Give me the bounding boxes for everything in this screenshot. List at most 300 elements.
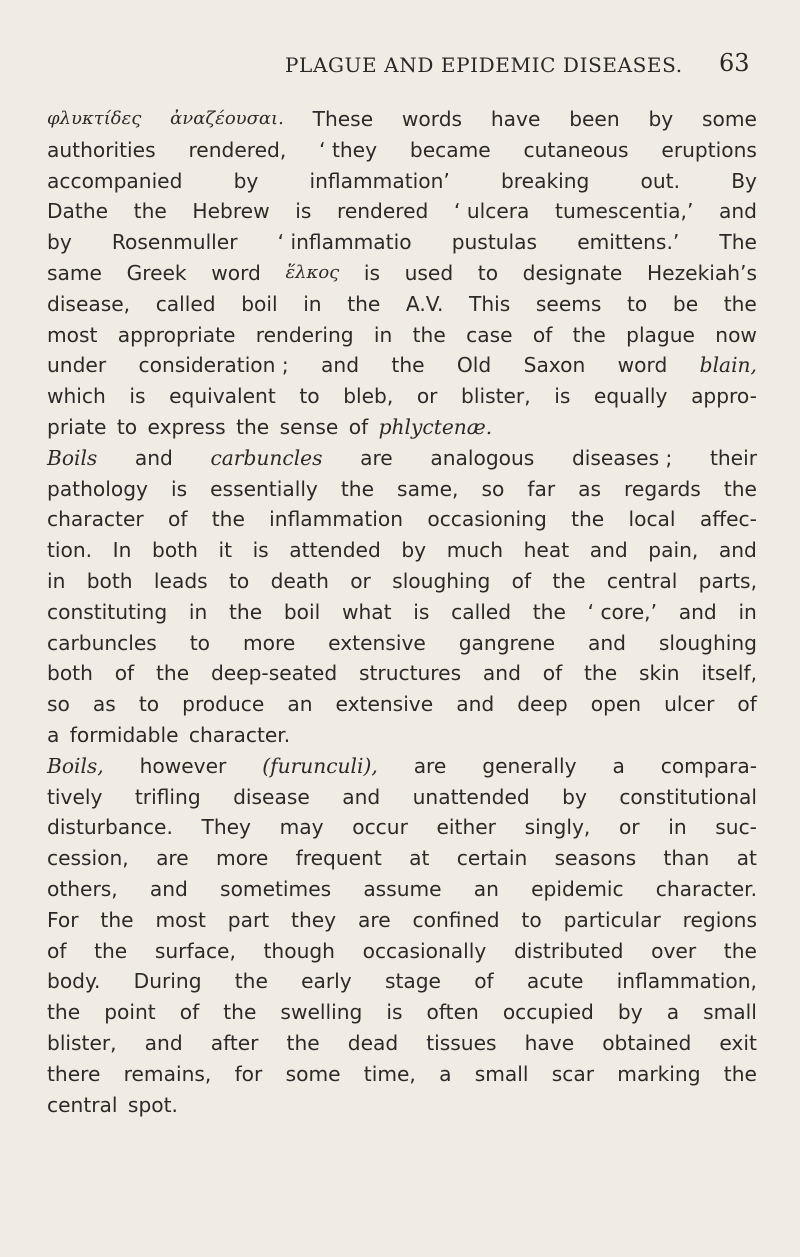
word: inflammation’ [309, 168, 450, 193]
word: words [401, 107, 463, 131]
word: exit [719, 1030, 757, 1055]
word: particular [563, 907, 661, 932]
word: cutaneous [523, 137, 629, 162]
word: in [668, 815, 687, 840]
word: central spot. [47, 1092, 178, 1117]
word: inflammation, [616, 969, 757, 994]
word: open [590, 692, 642, 717]
word: and [587, 630, 626, 655]
word: and [482, 661, 521, 686]
text-line [47, 381, 757, 412]
word: so [481, 476, 505, 501]
word: tissues [426, 1030, 497, 1055]
word: as [578, 476, 602, 501]
word: seems [535, 291, 602, 316]
word: carbuncles [47, 630, 157, 655]
word: by [233, 168, 259, 193]
word: character. [655, 876, 757, 901]
text-line [47, 628, 757, 659]
word: of [474, 969, 494, 994]
word: the [412, 322, 446, 347]
word: now [715, 322, 757, 347]
word: eruptions [661, 137, 757, 162]
body-text [47, 104, 757, 1120]
word: Hebrew [192, 199, 270, 224]
word: the [223, 1000, 257, 1025]
word: part [227, 907, 270, 932]
word: a formidable character. [47, 722, 291, 747]
word: heat [523, 538, 570, 563]
word: by [47, 230, 72, 255]
word: been [569, 107, 620, 131]
word: tion. [47, 538, 93, 563]
word: than [663, 846, 710, 871]
word: and [321, 353, 360, 378]
word: at [736, 846, 757, 871]
word: same [47, 260, 102, 285]
word: under [47, 353, 107, 378]
word: same, [397, 476, 459, 501]
word: sloughing [658, 630, 757, 655]
word: bleb, [343, 384, 394, 409]
word: is [252, 538, 269, 563]
word: became [409, 137, 491, 162]
word: deep-seated [210, 661, 338, 686]
text-line [47, 504, 757, 535]
text-line [47, 689, 757, 720]
word: stage [384, 969, 441, 994]
word: accompanied [47, 168, 183, 193]
word: central [606, 568, 678, 593]
word: trifling [134, 784, 201, 809]
word: leads [153, 568, 208, 593]
text-line [47, 535, 757, 566]
word: ‘ core,’ [587, 599, 658, 624]
word: some [285, 1061, 341, 1086]
word: regions [682, 907, 757, 932]
word: unattended [412, 784, 530, 809]
text-line [47, 874, 757, 905]
text-line [47, 597, 757, 628]
page-header [0, 49, 800, 85]
word: both [152, 538, 198, 563]
word: they [291, 907, 337, 932]
word: dead [347, 1030, 399, 1055]
text-line [47, 289, 757, 320]
word: which [47, 384, 106, 409]
word: disease, [47, 291, 131, 316]
word: body. [47, 969, 101, 994]
word: confined [412, 907, 500, 932]
word: most [47, 322, 98, 347]
word: Dathe [47, 199, 109, 224]
word: is [170, 476, 188, 501]
text-line [47, 966, 757, 997]
word: far [527, 476, 556, 501]
word: a [439, 1061, 452, 1086]
word: pathology [47, 476, 148, 501]
word: priate to express the sense of [47, 414, 369, 439]
word: occasioning [427, 507, 547, 532]
word: blister, [47, 1030, 117, 1055]
word: the [532, 599, 566, 624]
word: of [532, 322, 553, 347]
word: most [155, 907, 206, 932]
word: the [228, 599, 263, 624]
text-line [47, 566, 757, 597]
word: appropriate [117, 322, 236, 347]
word: epidemic [531, 876, 624, 901]
word: They [201, 815, 251, 840]
word: out. [640, 168, 681, 193]
word: of [737, 692, 757, 717]
word: of [511, 568, 532, 593]
word: occasionally [362, 938, 487, 963]
word: an [473, 876, 499, 901]
word: either [436, 815, 496, 840]
word: the [347, 291, 381, 316]
word: the [94, 938, 128, 963]
word: A.V. [405, 291, 444, 316]
word: have [490, 107, 541, 131]
word: deep [517, 692, 568, 717]
word: remains, [123, 1061, 212, 1086]
word: what [341, 599, 392, 624]
text-line [47, 196, 757, 227]
word: so [47, 692, 70, 717]
word: Rosenmuller [111, 230, 238, 255]
word: to [299, 384, 320, 409]
word: for [234, 1061, 263, 1086]
word: The [719, 230, 757, 255]
word: the [723, 938, 757, 963]
word: designate [522, 260, 623, 285]
word: a [666, 1000, 680, 1025]
word: and [456, 692, 495, 717]
word: equivalent [169, 384, 276, 409]
word: constitutional [619, 784, 757, 809]
word: in [738, 599, 757, 624]
word: a [612, 753, 625, 778]
word: frequent [295, 846, 382, 871]
word: in [303, 291, 322, 316]
word: and [678, 599, 717, 624]
word: by [617, 1000, 643, 1025]
word: plague [626, 322, 695, 347]
word: φλυκτίδες [47, 108, 142, 129]
word: blister, [461, 384, 531, 409]
word: by [401, 538, 427, 563]
word: ἕλκος [285, 261, 340, 283]
word: Saxon [523, 353, 586, 378]
word: During [133, 969, 202, 994]
word: occupied [502, 1000, 594, 1025]
word: scar [551, 1061, 595, 1086]
word: time, [363, 1061, 416, 1086]
word: Boils [47, 445, 98, 470]
word: in [47, 568, 66, 593]
word: cession, [47, 846, 129, 871]
word: constituting [47, 599, 168, 624]
word: breaking [500, 168, 590, 193]
word: For [47, 907, 79, 932]
word: it [218, 538, 232, 563]
text-line [47, 350, 757, 381]
word: more [242, 630, 296, 655]
word: the [211, 507, 245, 532]
word: to [228, 568, 250, 593]
word: marking [617, 1061, 701, 1086]
word: attended [289, 538, 381, 563]
word: small [703, 1000, 757, 1025]
word: Boils, [47, 753, 104, 778]
word: diseases ; [571, 445, 673, 470]
word: in [188, 599, 208, 624]
word: by [562, 784, 587, 809]
word: ἀναζέουσαι. [170, 108, 284, 129]
word: others, [47, 876, 118, 901]
word: the [571, 507, 605, 532]
word: the [391, 353, 425, 378]
word: is [386, 1000, 403, 1025]
word: by [648, 107, 674, 131]
word: seasons [554, 846, 637, 871]
word: disturbance. [47, 815, 173, 840]
word: This [469, 291, 511, 316]
word: of [47, 938, 67, 963]
word: to [627, 291, 648, 316]
word: occur [352, 815, 408, 840]
word: their [709, 445, 757, 470]
word: the [234, 969, 268, 994]
text-line [47, 320, 757, 351]
word: ‘ ulcera [453, 199, 530, 224]
word: and [134, 445, 173, 470]
text-line [47, 474, 757, 505]
word: Old [456, 353, 492, 378]
word: the [133, 199, 167, 224]
word: to [138, 692, 160, 717]
word: structures [358, 661, 462, 686]
text-line [47, 412, 757, 443]
word: is [363, 260, 381, 285]
word: rendered, [188, 137, 287, 162]
word: suc- [715, 815, 757, 840]
word: and [718, 538, 757, 563]
word: in [373, 322, 393, 347]
text-line [47, 1090, 757, 1121]
word: compara- [660, 753, 757, 778]
word: death [270, 568, 329, 593]
word: are [358, 907, 391, 932]
word: swelling [280, 1000, 363, 1025]
text-line [47, 658, 757, 689]
word: pustulas [451, 230, 538, 255]
word: (furunculi), [262, 753, 378, 778]
page-number: 63 [719, 49, 750, 77]
word: appro- [691, 384, 757, 409]
text-line [47, 997, 757, 1028]
word: boil [283, 599, 321, 624]
word: and [149, 876, 188, 901]
word: rendering [255, 322, 354, 347]
word: much [446, 538, 504, 563]
word: analogous [430, 445, 535, 470]
word: case [466, 322, 513, 347]
word: to [189, 630, 211, 655]
text-line [47, 812, 757, 843]
word: are [360, 445, 393, 470]
word: word [211, 260, 261, 285]
word: equally [593, 384, 668, 409]
word: surface, [154, 938, 236, 963]
word: is [413, 599, 430, 624]
word: extensive [335, 692, 434, 717]
word: local [628, 507, 676, 532]
word: pain, [648, 538, 699, 563]
word: phlyctenæ. [378, 414, 493, 439]
word: extensive [328, 630, 426, 655]
word: of [542, 661, 563, 686]
word: generally [482, 753, 577, 778]
word: to [477, 260, 499, 285]
word: obtained [602, 1030, 692, 1055]
word: however [139, 753, 227, 778]
word: is [554, 384, 571, 409]
word: the [100, 907, 134, 932]
word: essentially [210, 476, 318, 501]
word: ‘ they [319, 137, 378, 162]
word: some [702, 107, 757, 131]
word: parts, [698, 568, 757, 593]
word: disease [233, 784, 310, 809]
word: have [524, 1030, 575, 1055]
word: or [350, 568, 371, 593]
word: to [521, 907, 542, 932]
word: skin [638, 661, 680, 686]
word: of [179, 1000, 200, 1025]
word: called [155, 291, 216, 316]
text-line [47, 104, 757, 135]
text-line [47, 443, 757, 474]
word: certain [456, 846, 528, 871]
word: inflammation [269, 507, 404, 532]
word: though [263, 938, 335, 963]
word: the [723, 291, 757, 316]
word: there [47, 1061, 101, 1086]
word: the [723, 1061, 757, 1086]
word: at [409, 846, 430, 871]
word: and [144, 1030, 183, 1055]
running-title: PLAGUE AND EPIDEMIC DISEASES. [285, 53, 683, 77]
word: may [279, 815, 324, 840]
word: the [286, 1030, 320, 1055]
word: the [47, 1000, 81, 1025]
word: point [104, 1000, 156, 1025]
word: the [584, 661, 618, 686]
word: authorities [47, 137, 156, 162]
text-line [47, 166, 757, 197]
word: sloughing [392, 568, 491, 593]
word: of [167, 507, 188, 532]
word: the [572, 322, 606, 347]
word: tively [47, 784, 103, 809]
word: the [155, 661, 190, 686]
word: small [474, 1061, 529, 1086]
word: is [295, 199, 312, 224]
text-line [47, 751, 757, 782]
word: Greek [126, 260, 187, 285]
text-line [47, 1028, 757, 1059]
word: called [451, 599, 512, 624]
word: is [129, 384, 146, 409]
word: often [426, 1000, 479, 1025]
word: gangrene [458, 630, 556, 655]
word: or [416, 384, 438, 409]
text-line [47, 782, 757, 813]
word: and [589, 538, 628, 563]
word: the [552, 568, 586, 593]
word: regards [624, 476, 701, 501]
word: assume [363, 876, 442, 901]
text-line [47, 227, 757, 258]
word: the [340, 476, 375, 501]
word: both [86, 568, 133, 593]
word: produce [182, 692, 265, 717]
text-line [47, 1059, 757, 1090]
word: over [651, 938, 697, 963]
word: as [92, 692, 116, 717]
word: an [287, 692, 313, 717]
word: affec- [699, 507, 757, 532]
word: of [114, 661, 135, 686]
word: sometimes [220, 876, 332, 901]
text-line [47, 720, 757, 751]
word: Hezekiah’s [646, 260, 757, 285]
word: ulcer [664, 692, 715, 717]
word: and [719, 199, 757, 224]
word: the [723, 476, 757, 501]
word: more [216, 846, 269, 871]
word: boil [241, 291, 278, 316]
text-line [47, 936, 757, 967]
word: In [112, 538, 132, 563]
word: used [404, 260, 454, 285]
word: after [210, 1030, 259, 1055]
word: are [413, 753, 447, 778]
word: These [312, 107, 374, 131]
word: word [617, 353, 668, 378]
word: tumescentia,’ [555, 199, 694, 224]
word: early [301, 969, 352, 994]
text-line [47, 135, 757, 166]
word: singly, [524, 815, 591, 840]
word: both [47, 661, 93, 686]
word: ‘ inflammatio [277, 230, 412, 255]
word: By [731, 168, 757, 193]
word: distributed [513, 938, 624, 963]
word: emittens.’ [577, 230, 680, 255]
word: itself, [701, 661, 757, 686]
word: blain, [699, 353, 757, 378]
word: and [342, 784, 381, 809]
text-line [47, 905, 757, 936]
word: acute [526, 969, 584, 994]
word: consideration ; [138, 353, 289, 378]
text-line [47, 258, 757, 289]
word: are [156, 846, 189, 871]
text-line [47, 843, 757, 874]
